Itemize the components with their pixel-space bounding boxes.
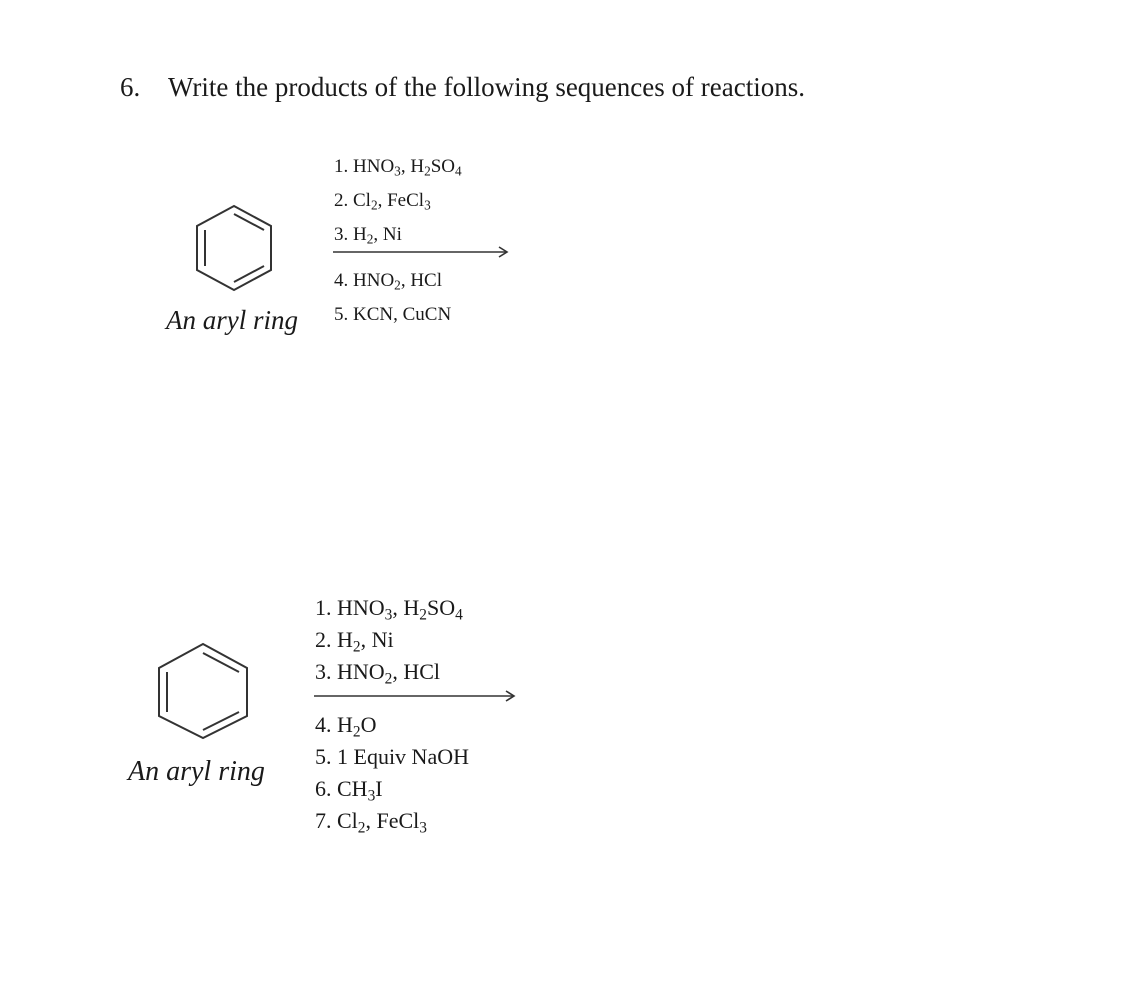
subscript: 2 [419, 606, 427, 624]
reagent-text: 5. 1 Equiv NaOH [315, 744, 469, 769]
reagent-step-2 [334, 184, 462, 218]
reagent-text: 1. HNO [334, 156, 395, 177]
subscript: 2 [357, 819, 366, 837]
subscript: 2 [366, 231, 374, 247]
reagent-text: 7. Cl [315, 808, 358, 833]
reagent-text: O [360, 712, 377, 737]
reagent-step-2 [315, 624, 463, 656]
reagent-text: , FeCl [377, 190, 425, 211]
reagent-step-1 [334, 150, 462, 184]
reagent-text: , HCl [400, 270, 443, 291]
subscript: 2 [394, 277, 401, 293]
reagent-step-5 [315, 741, 469, 773]
reagent-text: 4. HNO [334, 270, 395, 291]
subscript: 2 [370, 197, 378, 213]
reagent-step-4 [315, 709, 469, 741]
question-number: 6. [120, 72, 141, 102]
question-text: Write the products of the following sequences of reactions. [168, 72, 805, 102]
reaction-2-label: An aryl ring [128, 756, 265, 787]
reaction-2-reagents-below [315, 709, 469, 837]
subscript: 2 [352, 638, 361, 656]
subscript: 2 [352, 723, 361, 741]
benzene-ring-2 [153, 640, 253, 740]
reagent-text: , HCl [392, 659, 441, 684]
reagent-step-1 [315, 592, 463, 624]
reagent-text: SO [426, 595, 456, 620]
reaction-1-reagents-below [334, 264, 451, 332]
reagent-text: 1. HNO [315, 595, 385, 620]
reagent-text: 2. Cl [334, 190, 371, 211]
reaction-1-arrow [332, 244, 512, 260]
reagent-text: , H [400, 156, 425, 177]
reagent-text: 3. HNO [315, 659, 385, 684]
reagent-step-7 [315, 805, 469, 837]
question-heading [120, 72, 805, 103]
reagent-text: 6. CH [315, 776, 368, 801]
reagent-text: 3. H [334, 224, 367, 245]
reagent-text: 5. KCN, CuCN [334, 304, 452, 325]
subscript: 3 [367, 787, 376, 805]
reaction-1-label: An aryl ring [166, 305, 298, 335]
subscript: 3 [394, 163, 401, 179]
reaction-2-arrow [313, 688, 519, 704]
reagent-text: , Ni [373, 224, 402, 245]
reagent-text: I [375, 776, 383, 801]
subscript: 3 [419, 819, 427, 837]
subscript: 4 [455, 606, 463, 624]
reaction-1-reagents-above [334, 150, 462, 252]
reaction-2-reagents-above [315, 592, 463, 688]
reagent-step-6 [315, 773, 469, 805]
subscript: 4 [455, 163, 462, 179]
reagent-step-5 [334, 298, 451, 332]
subscript: 2 [384, 670, 393, 688]
reagent-step-3 [315, 656, 463, 688]
subscript: 3 [424, 197, 431, 213]
reagent-text: 4. H [315, 712, 353, 737]
reagent-text: , Ni [360, 627, 394, 652]
reagent-text: SO [430, 156, 456, 177]
reagent-text: , H [392, 595, 420, 620]
reagent-step-4 [334, 264, 451, 298]
benzene-ring-1 [188, 200, 280, 292]
subscript: 3 [384, 606, 393, 624]
reagent-text: 2. H [315, 627, 353, 652]
subscript: 2 [424, 163, 431, 179]
reagent-text: , FeCl [365, 808, 420, 833]
